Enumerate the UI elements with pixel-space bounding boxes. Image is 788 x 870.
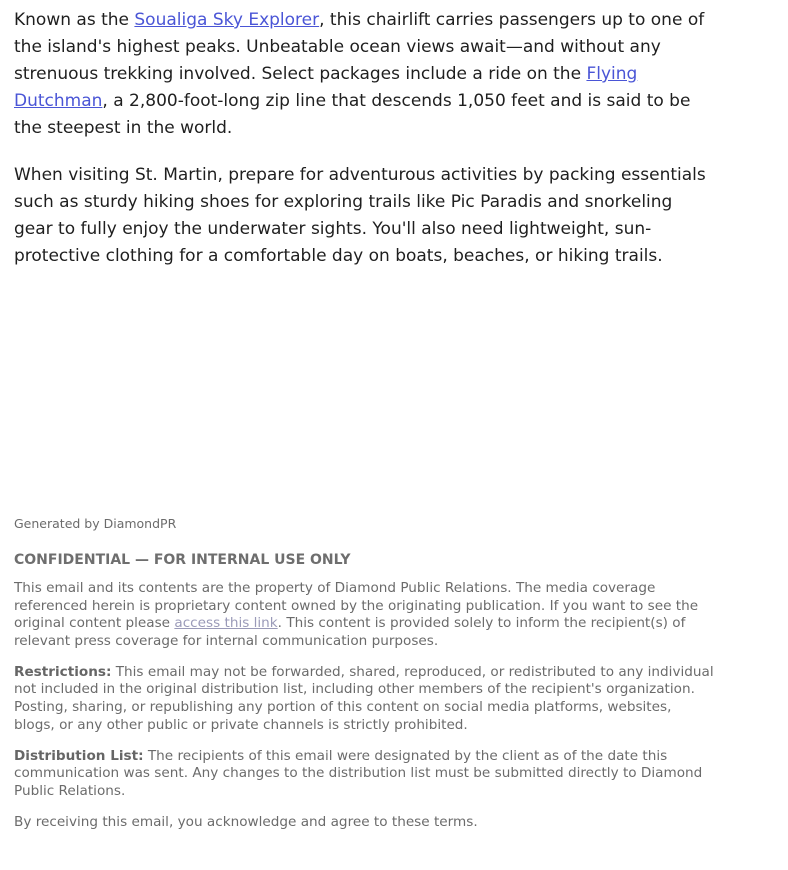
restrictions-notice [14, 664, 714, 734]
acknowledge-notice: By receiving this email, you acknowledge and agree to these terms. [14, 814, 478, 831]
distribution-text: The recipients of this email were designated by the client as of the date this communication was sent. Any changes to the distribution list must be submitted directly to Diamond Public Relations. [14, 747, 703, 799]
notice-text: . This content is provided solely to inform the recipient(s) of relevant press coverage for internal communication purposes. [14, 615, 686, 649]
flying-dutchman-link[interactable]: Flying Dutchman [14, 64, 638, 111]
restrictions-label: Restrictions: [14, 663, 112, 680]
paragraph-text: , this chairlift carries passengers up to one of the island's highest peaks. Unbeatable ocean views await—and without any strenuous trekking involved. Select packages include a ride on the [14, 10, 705, 84]
article-paragraph-2: When visiting St. Martin, prepare for adventurous activities by packing essentials such as sturdy hiking shoes for exploring trails like Pic Paradis and snorkeling gear to fully enjoy the underwater sights. You'll also need lightweight, sun-protective clothing for a comfortable day on boats, beaches, or hiking trails. [14, 165, 706, 266]
distribution-notice [14, 748, 714, 801]
email-footer [14, 515, 714, 845]
email-body [14, 7, 714, 290]
soualiga-sky-explorer-link[interactable]: Soualiga Sky Explorer [134, 10, 320, 30]
paragraph-text: Known as the [14, 10, 135, 30]
confidential-heading: CONFIDENTIAL — FOR INTERNAL USE ONLY [14, 552, 351, 568]
paragraph-text: , a 2,800-foot-long zip line that descends 1,050 feet and is said to be the steepest in the world. [14, 91, 691, 138]
article-paragraph-1 [14, 7, 714, 142]
access-this-link[interactable]: access this link [174, 615, 278, 632]
distribution-label: Distribution List: [14, 747, 144, 764]
restrictions-text: This email may not be forwarded, shared, reproduced, or redistributed to any individual not included in the original distribution list, including other members of the recipient's organization. Posting, sharing, or republishing any portion of this content on social media platforms, websites, blogs, or any other public or private channels is strictly prohibited. [14, 663, 714, 733]
property-notice [14, 580, 714, 650]
generated-by-text: Generated by DiamondPR [14, 516, 177, 531]
notice-text: This email and its contents are the property of Diamond Public Relations. The media coverage referenced herein is proprietary content owned by the originating publication. If you want to see the original content please [14, 580, 699, 632]
